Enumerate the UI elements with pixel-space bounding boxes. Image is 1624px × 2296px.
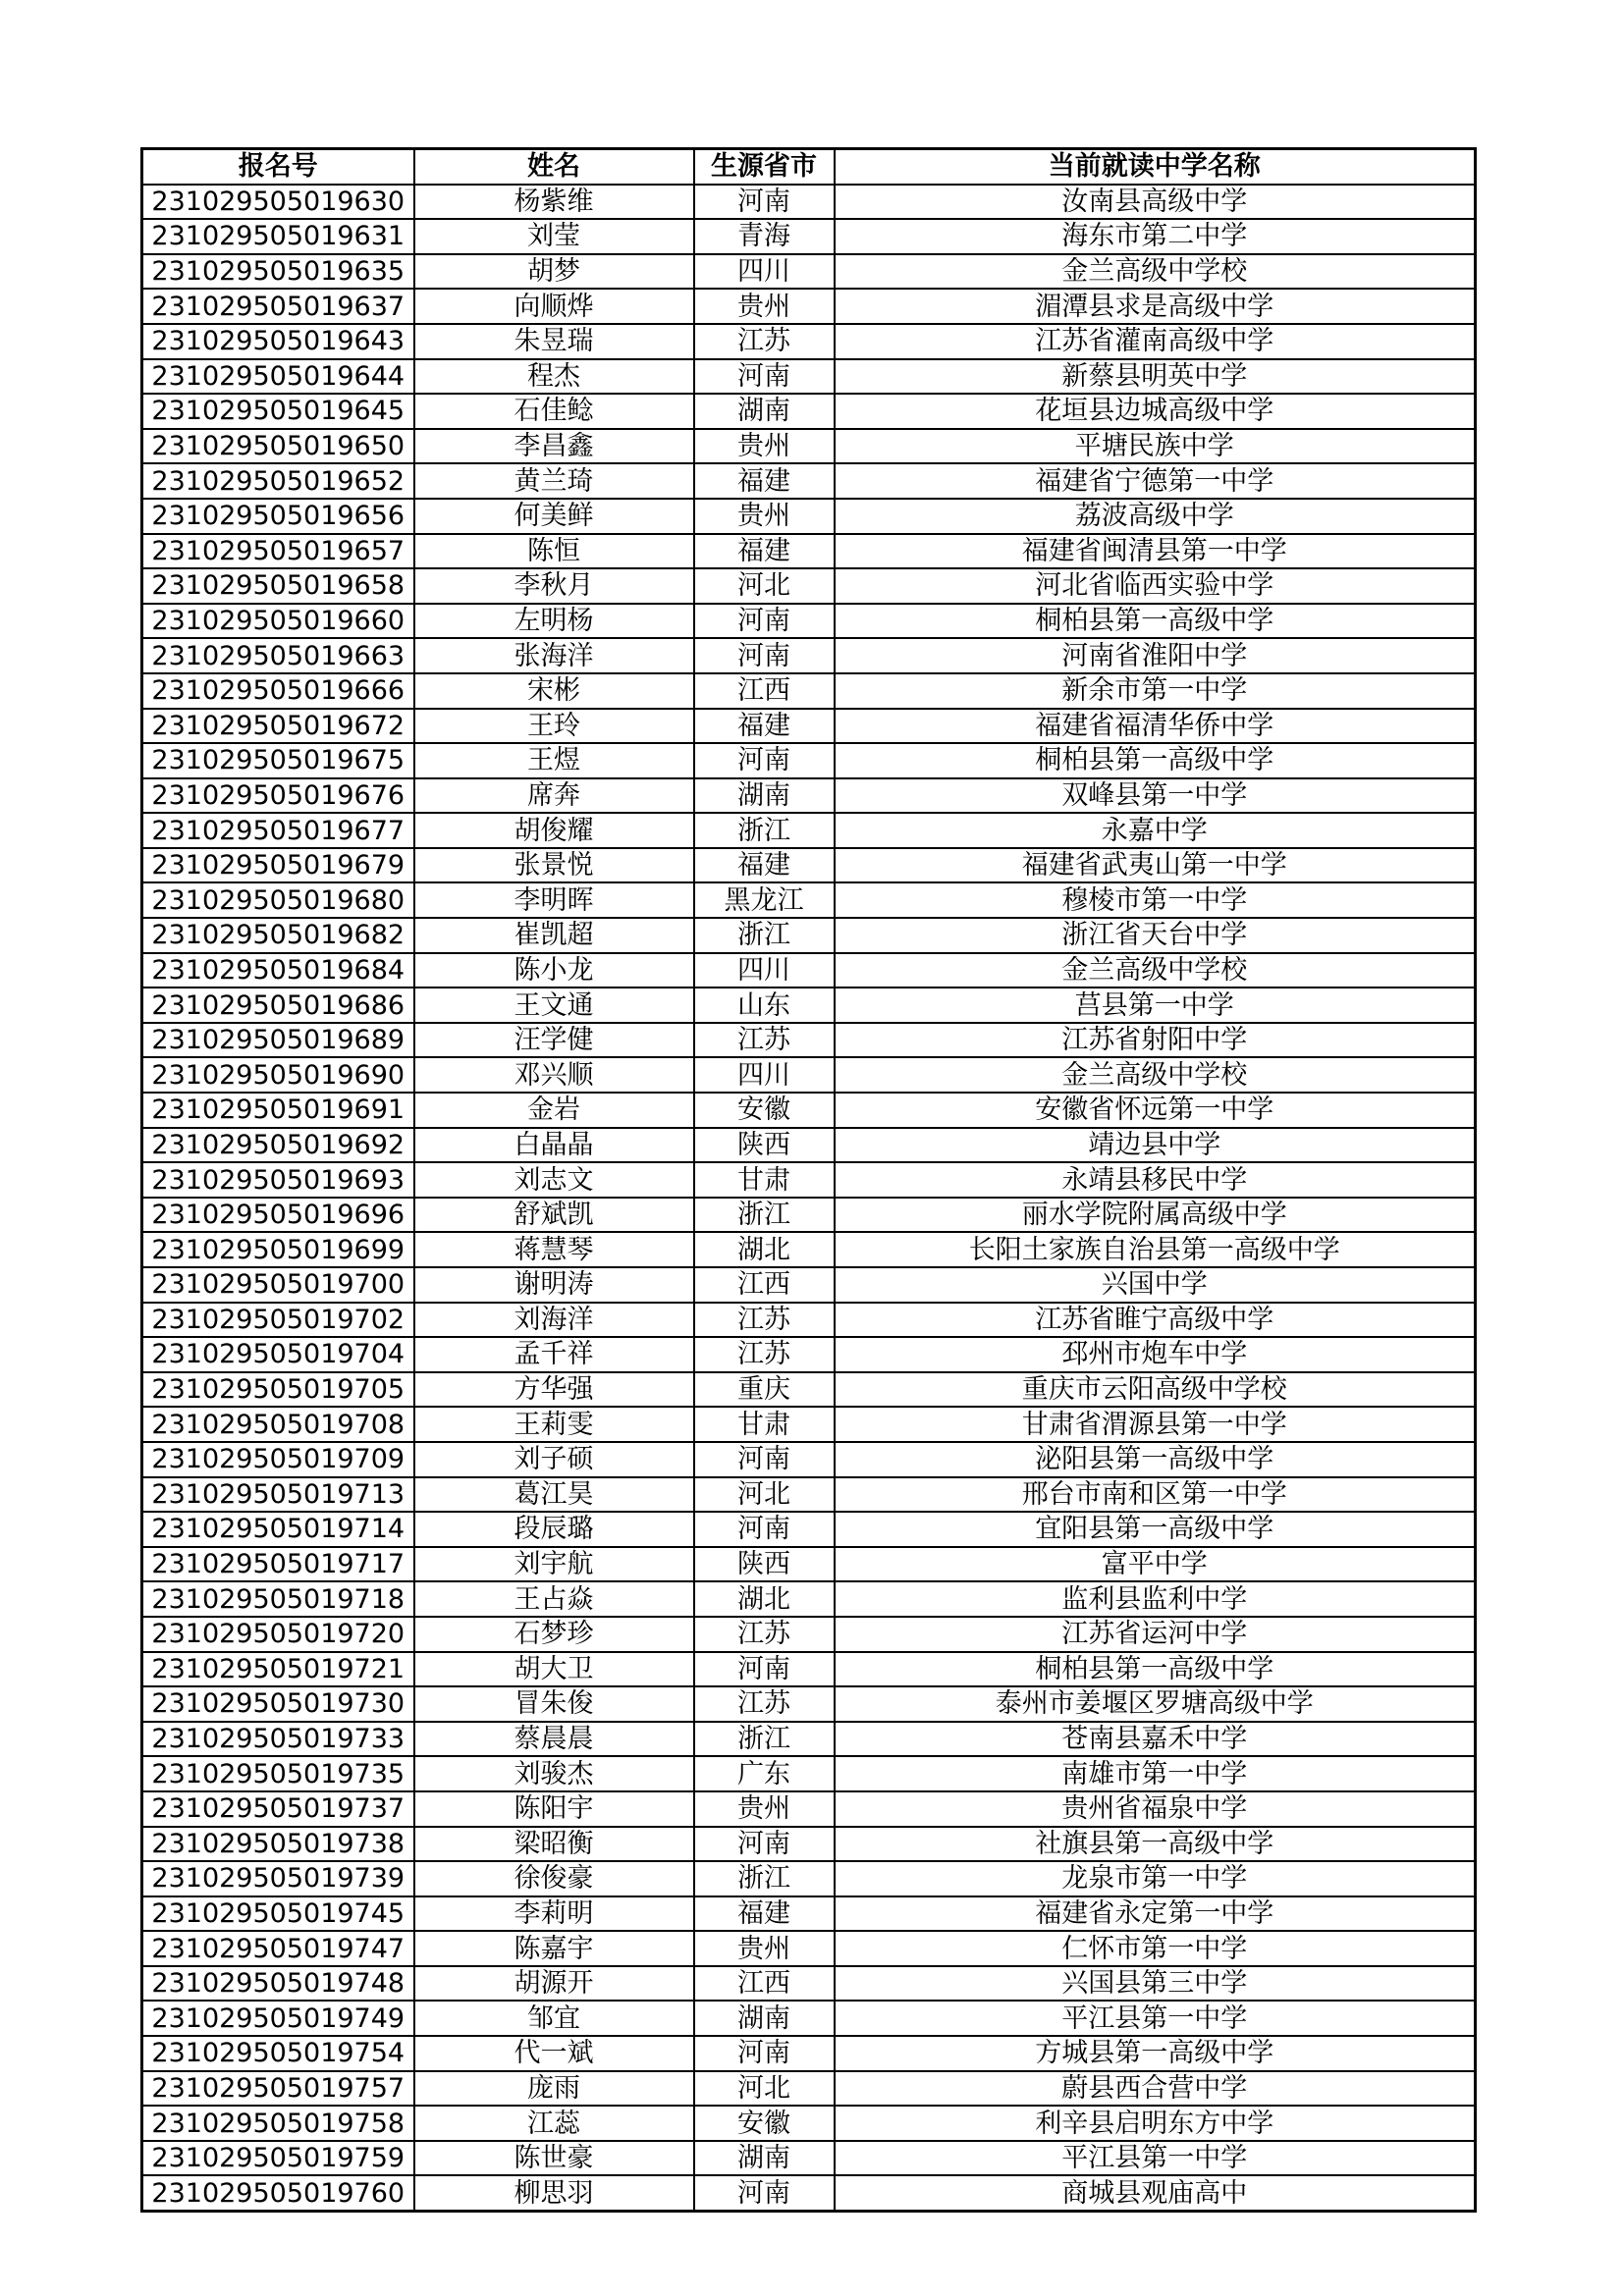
registration-number-cell: 231029505019699 <box>142 1232 414 1267</box>
registration-number-cell: 231029505019689 <box>142 1023 414 1058</box>
registration-number-cell: 231029505019708 <box>142 1407 414 1442</box>
name-cell: 谢明涛 <box>414 1267 694 1303</box>
name-cell: 席奔 <box>414 778 694 814</box>
registration-number-cell: 231029505019656 <box>142 499 414 534</box>
registration-number-cell: 231029505019704 <box>142 1337 414 1372</box>
name-cell: 陈恒 <box>414 534 694 569</box>
table-row <box>142 988 1476 1023</box>
school-cell: 永靖县移民中学 <box>835 1162 1476 1198</box>
registration-number-cell: 231029505019652 <box>142 463 414 499</box>
province-cell: 浙江 <box>694 1861 835 1896</box>
name-cell: 刘子硕 <box>414 1442 694 1477</box>
name-cell: 刘莹 <box>414 219 694 254</box>
name-cell: 王煜 <box>414 743 694 778</box>
registration-number-cell: 231029505019717 <box>142 1547 414 1582</box>
school-cell: 桐柏县第一高级中学 <box>835 743 1476 778</box>
registration-number-cell: 231029505019714 <box>142 1512 414 1547</box>
registration-number-cell: 231029505019691 <box>142 1093 414 1128</box>
registration-number-cell: 231029505019675 <box>142 743 414 778</box>
school-cell: 泰州市姜堰区罗塘高级中学 <box>835 1686 1476 1722</box>
name-cell: 徐俊豪 <box>414 1861 694 1896</box>
school-cell: 新余市第一中学 <box>835 673 1476 709</box>
province-cell: 福建 <box>694 534 835 569</box>
table-row <box>142 1966 1476 2002</box>
table-row <box>142 953 1476 988</box>
province-cell: 陕西 <box>694 1128 835 1163</box>
name-cell: 蒋慧琴 <box>414 1232 694 1267</box>
registration-number-cell: 231029505019663 <box>142 638 414 673</box>
registration-number-cell: 231029505019730 <box>142 1686 414 1722</box>
province-cell: 河北 <box>694 568 835 604</box>
school-cell: 龙泉市第一中学 <box>835 1861 1476 1896</box>
table-row <box>142 2036 1476 2071</box>
name-cell: 李昌鑫 <box>414 429 694 464</box>
registration-number-cell: 231029505019635 <box>142 254 414 290</box>
school-cell: 泌阳县第一高级中学 <box>835 1442 1476 1477</box>
registration-number-cell: 231029505019696 <box>142 1198 414 1233</box>
name-cell: 胡梦 <box>414 254 694 290</box>
registration-number-cell: 231029505019718 <box>142 1581 414 1617</box>
registration-number-cell: 231029505019679 <box>142 848 414 883</box>
table-row <box>142 2175 1476 2211</box>
registration-number-cell: 231029505019754 <box>142 2036 414 2071</box>
registration-number-cell: 231029505019677 <box>142 813 414 848</box>
table-row <box>142 254 1476 290</box>
registration-number-cell: 231029505019738 <box>142 1827 414 1862</box>
table-row <box>142 1896 1476 1932</box>
school-cell: 江苏省运河中学 <box>835 1617 1476 1652</box>
table-row <box>142 289 1476 324</box>
table-row <box>142 778 1476 814</box>
table-row <box>142 1791 1476 1827</box>
province-cell: 河南 <box>694 359 835 395</box>
registration-number-cell: 231029505019759 <box>142 2141 414 2176</box>
school-cell: 甘肃省渭源县第一中学 <box>835 1407 1476 1442</box>
province-cell: 黑龙江 <box>694 882 835 918</box>
name-cell: 刘骏杰 <box>414 1756 694 1791</box>
school-cell: 贵州省福泉中学 <box>835 1791 1476 1827</box>
province-cell: 四川 <box>694 1057 835 1093</box>
school-cell: 汝南县高级中学 <box>835 185 1476 220</box>
name-cell: 杨紫维 <box>414 185 694 220</box>
province-cell: 河南 <box>694 185 835 220</box>
name-cell: 邓兴顺 <box>414 1057 694 1093</box>
province-cell: 湖南 <box>694 778 835 814</box>
registration-number-cell: 231029505019643 <box>142 324 414 359</box>
school-cell: 丽水学院附属高级中学 <box>835 1198 1476 1233</box>
table-row <box>142 1931 1476 1966</box>
registration-number-cell: 231029505019748 <box>142 1966 414 2002</box>
registration-number-cell: 231029505019745 <box>142 1896 414 1932</box>
registration-number-cell: 231029505019660 <box>142 604 414 639</box>
table-row <box>142 638 1476 673</box>
name-cell: 舒斌凯 <box>414 1198 694 1233</box>
school-cell: 长阳土家族自治县第一高级中学 <box>835 1232 1476 1267</box>
province-cell: 河南 <box>694 1512 835 1547</box>
province-cell: 江苏 <box>694 1303 835 1338</box>
school-cell: 宜阳县第一高级中学 <box>835 1512 1476 1547</box>
school-cell: 平塘民族中学 <box>835 429 1476 464</box>
province-cell: 湖北 <box>694 1232 835 1267</box>
school-cell: 仁怀市第一中学 <box>835 1931 1476 1966</box>
table-row <box>142 1372 1476 1408</box>
registration-number-cell: 231029505019645 <box>142 394 414 429</box>
name-cell: 左明杨 <box>414 604 694 639</box>
province-cell: 河北 <box>694 1477 835 1513</box>
school-cell: 商城县观庙高中 <box>835 2175 1476 2211</box>
registration-number-cell: 231029505019690 <box>142 1057 414 1093</box>
registration-number-cell: 231029505019702 <box>142 1303 414 1338</box>
name-cell: 李秋月 <box>414 568 694 604</box>
school-cell: 平江县第一中学 <box>835 2141 1476 2176</box>
registration-number-cell: 231029505019676 <box>142 778 414 814</box>
province-cell: 江西 <box>694 1267 835 1303</box>
name-cell: 柳思羽 <box>414 2175 694 2211</box>
registration-number-cell: 231029505019657 <box>142 534 414 569</box>
province-cell: 河南 <box>694 604 835 639</box>
school-cell: 邳州市炮车中学 <box>835 1337 1476 1372</box>
name-cell: 黄兰琦 <box>414 463 694 499</box>
school-cell: 江苏省睢宁高级中学 <box>835 1303 1476 1338</box>
table-row <box>142 2071 1476 2107</box>
table-row <box>142 1512 1476 1547</box>
province-cell: 四川 <box>694 254 835 290</box>
table-row <box>142 1232 1476 1267</box>
province-cell: 江苏 <box>694 1686 835 1722</box>
table-row <box>142 429 1476 464</box>
name-cell: 汪学健 <box>414 1023 694 1058</box>
school-cell: 新蔡县明英中学 <box>835 359 1476 395</box>
name-cell: 李明晖 <box>414 882 694 918</box>
name-cell: 石梦珍 <box>414 1617 694 1652</box>
name-cell: 庞雨 <box>414 2071 694 2107</box>
table-row <box>142 499 1476 534</box>
school-cell: 兴国中学 <box>835 1267 1476 1303</box>
province-cell: 贵州 <box>694 289 835 324</box>
table-row <box>142 359 1476 395</box>
name-cell: 梁昭衡 <box>414 1827 694 1862</box>
province-cell: 甘肃 <box>694 1162 835 1198</box>
name-cell: 李莉明 <box>414 1896 694 1932</box>
name-cell: 陈世豪 <box>414 2141 694 2176</box>
registration-number-cell: 231029505019692 <box>142 1128 414 1163</box>
name-cell: 邹宜 <box>414 2001 694 2036</box>
province-cell: 湖南 <box>694 394 835 429</box>
province-cell: 浙江 <box>694 813 835 848</box>
name-cell: 向顺烨 <box>414 289 694 324</box>
table-row <box>142 1477 1476 1513</box>
table-row <box>142 2106 1476 2141</box>
school-cell: 荔波高级中学 <box>835 499 1476 534</box>
table-row <box>142 673 1476 709</box>
school-cell: 福建省武夷山第一中学 <box>835 848 1476 883</box>
registration-number-cell: 231029505019747 <box>142 1931 414 1966</box>
name-cell: 张海洋 <box>414 638 694 673</box>
registration-number-cell: 231029505019644 <box>142 359 414 395</box>
registration-number-cell: 231029505019733 <box>142 1722 414 1757</box>
table-row <box>142 185 1476 220</box>
table-header <box>142 149 1476 185</box>
name-cell: 陈阳宇 <box>414 1791 694 1827</box>
registration-number-cell: 231029505019631 <box>142 219 414 254</box>
province-cell: 湖南 <box>694 2001 835 2036</box>
header-school: 当前就读中学名称 <box>835 149 1476 185</box>
school-cell: 富平中学 <box>835 1547 1476 1582</box>
registration-number-cell: 231029505019757 <box>142 2071 414 2107</box>
registration-number-cell: 231029505019709 <box>142 1442 414 1477</box>
table-row <box>142 1442 1476 1477</box>
name-cell: 方华强 <box>414 1372 694 1408</box>
name-cell: 白晶晶 <box>414 1128 694 1163</box>
table-row <box>142 604 1476 639</box>
registration-number-cell: 231029505019682 <box>142 918 414 953</box>
province-cell: 山东 <box>694 988 835 1023</box>
registration-number-cell: 231029505019658 <box>142 568 414 604</box>
table-row <box>142 1267 1476 1303</box>
registration-number-cell: 231029505019650 <box>142 429 414 464</box>
table-row <box>142 1617 1476 1652</box>
school-cell: 安徽省怀远第一中学 <box>835 1093 1476 1128</box>
province-cell: 河南 <box>694 2175 835 2211</box>
table-body <box>142 185 1476 2212</box>
table-row <box>142 1581 1476 1617</box>
registration-number-cell: 231029505019684 <box>142 953 414 988</box>
registration-number-cell: 231029505019693 <box>142 1162 414 1198</box>
name-cell: 刘志文 <box>414 1162 694 1198</box>
school-cell: 兴国县第三中学 <box>835 1966 1476 2002</box>
name-cell: 冒朱俊 <box>414 1686 694 1722</box>
school-cell: 方城县第一高级中学 <box>835 2036 1476 2071</box>
province-cell: 湖北 <box>694 1581 835 1617</box>
school-cell: 江苏省射阳中学 <box>835 1023 1476 1058</box>
school-cell: 莒县第一中学 <box>835 988 1476 1023</box>
name-cell: 蔡晨晨 <box>414 1722 694 1757</box>
name-cell: 张景悦 <box>414 848 694 883</box>
school-cell: 苍南县嘉禾中学 <box>835 1722 1476 1757</box>
province-cell: 江苏 <box>694 1023 835 1058</box>
school-cell: 南雄市第一中学 <box>835 1756 1476 1791</box>
school-cell: 河南省淮阳中学 <box>835 638 1476 673</box>
table-row <box>142 394 1476 429</box>
province-cell: 陕西 <box>694 1547 835 1582</box>
school-cell: 桐柏县第一高级中学 <box>835 604 1476 639</box>
name-cell: 石佳鲶 <box>414 394 694 429</box>
name-cell: 崔凯超 <box>414 918 694 953</box>
school-cell: 福建省福清华侨中学 <box>835 709 1476 744</box>
school-cell: 社旗县第一高级中学 <box>835 1827 1476 1862</box>
table-row <box>142 709 1476 744</box>
registration-number-cell: 231029505019705 <box>142 1372 414 1408</box>
table-row <box>142 1162 1476 1198</box>
table-row <box>142 1861 1476 1896</box>
province-cell: 湖南 <box>694 2141 835 2176</box>
school-cell: 金兰高级中学校 <box>835 254 1476 290</box>
table-row <box>142 324 1476 359</box>
name-cell: 王文通 <box>414 988 694 1023</box>
name-cell: 王占焱 <box>414 1581 694 1617</box>
name-cell: 陈小龙 <box>414 953 694 988</box>
table-row <box>142 1407 1476 1442</box>
province-cell: 福建 <box>694 709 835 744</box>
table-row <box>142 568 1476 604</box>
table-row <box>142 1756 1476 1791</box>
table-row <box>142 1547 1476 1582</box>
province-cell: 贵州 <box>694 429 835 464</box>
school-cell: 邢台市南和区第一中学 <box>835 1477 1476 1513</box>
registration-number-cell: 231029505019760 <box>142 2175 414 2211</box>
table-row <box>142 882 1476 918</box>
table-row <box>142 813 1476 848</box>
registration-number-cell: 231029505019630 <box>142 185 414 220</box>
name-cell: 刘海洋 <box>414 1303 694 1338</box>
province-cell: 福建 <box>694 848 835 883</box>
registration-number-cell: 231029505019672 <box>142 709 414 744</box>
table-row <box>142 1652 1476 1687</box>
province-cell: 贵州 <box>694 1931 835 1966</box>
school-cell: 重庆市云阳高级中学校 <box>835 1372 1476 1408</box>
province-cell: 江西 <box>694 673 835 709</box>
table-row <box>142 1686 1476 1722</box>
province-cell: 青海 <box>694 219 835 254</box>
school-cell: 福建省永定第一中学 <box>835 1896 1476 1932</box>
table-row <box>142 219 1476 254</box>
school-cell: 福建省宁德第一中学 <box>835 463 1476 499</box>
table-row <box>142 1722 1476 1757</box>
name-cell: 葛江昊 <box>414 1477 694 1513</box>
school-cell: 浙江省天台中学 <box>835 918 1476 953</box>
province-cell: 江西 <box>694 1966 835 2002</box>
header-registration-number: 报名号 <box>142 149 414 185</box>
table-row <box>142 1128 1476 1163</box>
province-cell: 江苏 <box>694 324 835 359</box>
school-cell: 福建省闽清县第一中学 <box>835 534 1476 569</box>
school-cell: 利辛县启明东方中学 <box>835 2106 1476 2141</box>
province-cell: 四川 <box>694 953 835 988</box>
school-cell: 花垣县边城高级中学 <box>835 394 1476 429</box>
province-cell: 河北 <box>694 2071 835 2107</box>
school-cell: 穆棱市第一中学 <box>835 882 1476 918</box>
province-cell: 河南 <box>694 1652 835 1687</box>
header-name: 姓名 <box>414 149 694 185</box>
province-cell: 浙江 <box>694 1722 835 1757</box>
registration-number-cell: 231029505019739 <box>142 1861 414 1896</box>
province-cell: 河南 <box>694 638 835 673</box>
name-cell: 何美鲜 <box>414 499 694 534</box>
table-row <box>142 463 1476 499</box>
province-cell: 江苏 <box>694 1617 835 1652</box>
school-cell: 永嘉中学 <box>835 813 1476 848</box>
name-cell: 朱昱瑞 <box>414 324 694 359</box>
name-cell: 孟千祥 <box>414 1337 694 1372</box>
school-cell: 湄潭县求是高级中学 <box>835 289 1476 324</box>
province-cell: 广东 <box>694 1756 835 1791</box>
province-cell: 河南 <box>694 2036 835 2071</box>
table-row <box>142 1198 1476 1233</box>
name-cell: 段辰璐 <box>414 1512 694 1547</box>
table-row <box>142 1337 1476 1372</box>
registration-number-cell: 231029505019735 <box>142 1756 414 1791</box>
name-cell: 江蕊 <box>414 2106 694 2141</box>
province-cell: 贵州 <box>694 499 835 534</box>
province-cell: 浙江 <box>694 918 835 953</box>
province-cell: 浙江 <box>694 1198 835 1233</box>
school-cell: 桐柏县第一高级中学 <box>835 1652 1476 1687</box>
header-row <box>142 149 1476 185</box>
province-cell: 安徽 <box>694 1093 835 1128</box>
registration-number-cell: 231029505019737 <box>142 1791 414 1827</box>
name-cell: 代一斌 <box>414 2036 694 2071</box>
name-cell: 胡俊耀 <box>414 813 694 848</box>
table-row <box>142 918 1476 953</box>
registration-number-cell: 231029505019713 <box>142 1477 414 1513</box>
name-cell: 王玲 <box>414 709 694 744</box>
school-cell: 江苏省灌南高级中学 <box>835 324 1476 359</box>
header-province: 生源省市 <box>694 149 835 185</box>
registration-number-cell: 231029505019700 <box>142 1267 414 1303</box>
school-cell: 平江县第一中学 <box>835 2001 1476 2036</box>
school-cell: 监利县监利中学 <box>835 1581 1476 1617</box>
registration-number-cell: 231029505019758 <box>142 2106 414 2141</box>
school-cell: 靖边县中学 <box>835 1128 1476 1163</box>
province-cell: 河南 <box>694 1442 835 1477</box>
province-cell: 福建 <box>694 1896 835 1932</box>
table-row <box>142 1827 1476 1862</box>
province-cell: 福建 <box>694 463 835 499</box>
registration-number-cell: 231029505019720 <box>142 1617 414 1652</box>
name-cell: 刘宇航 <box>414 1547 694 1582</box>
school-cell: 金兰高级中学校 <box>835 953 1476 988</box>
table-row <box>142 1093 1476 1128</box>
name-cell: 宋彬 <box>414 673 694 709</box>
province-cell: 河南 <box>694 743 835 778</box>
table-row <box>142 534 1476 569</box>
registration-number-cell: 231029505019721 <box>142 1652 414 1687</box>
name-cell: 金岩 <box>414 1093 694 1128</box>
registration-number-cell: 231029505019680 <box>142 882 414 918</box>
registration-number-cell: 231029505019666 <box>142 673 414 709</box>
table-row <box>142 848 1476 883</box>
province-cell: 重庆 <box>694 1372 835 1408</box>
table-row <box>142 1023 1476 1058</box>
name-cell: 胡源开 <box>414 1966 694 2002</box>
province-cell: 安徽 <box>694 2106 835 2141</box>
province-cell: 贵州 <box>694 1791 835 1827</box>
name-cell: 王莉雯 <box>414 1407 694 1442</box>
school-cell: 蔚县西合营中学 <box>835 2071 1476 2107</box>
table-row <box>142 1057 1476 1093</box>
province-cell: 河南 <box>694 1827 835 1862</box>
table-row <box>142 2001 1476 2036</box>
registration-number-cell: 231029505019637 <box>142 289 414 324</box>
school-cell: 海东市第二中学 <box>835 219 1476 254</box>
school-cell: 金兰高级中学校 <box>835 1057 1476 1093</box>
school-cell: 双峰县第一中学 <box>835 778 1476 814</box>
name-cell: 程杰 <box>414 359 694 395</box>
table-row <box>142 743 1476 778</box>
name-cell: 胡大卫 <box>414 1652 694 1687</box>
table-row <box>142 2141 1476 2176</box>
province-cell: 江苏 <box>694 1337 835 1372</box>
school-cell: 河北省临西实验中学 <box>835 568 1476 604</box>
table-row <box>142 1303 1476 1338</box>
province-cell: 甘肃 <box>694 1407 835 1442</box>
registration-number-cell: 231029505019686 <box>142 988 414 1023</box>
registration-number-cell: 231029505019749 <box>142 2001 414 2036</box>
name-cell: 陈嘉宇 <box>414 1931 694 1966</box>
admission-roster-table <box>140 147 1477 2213</box>
